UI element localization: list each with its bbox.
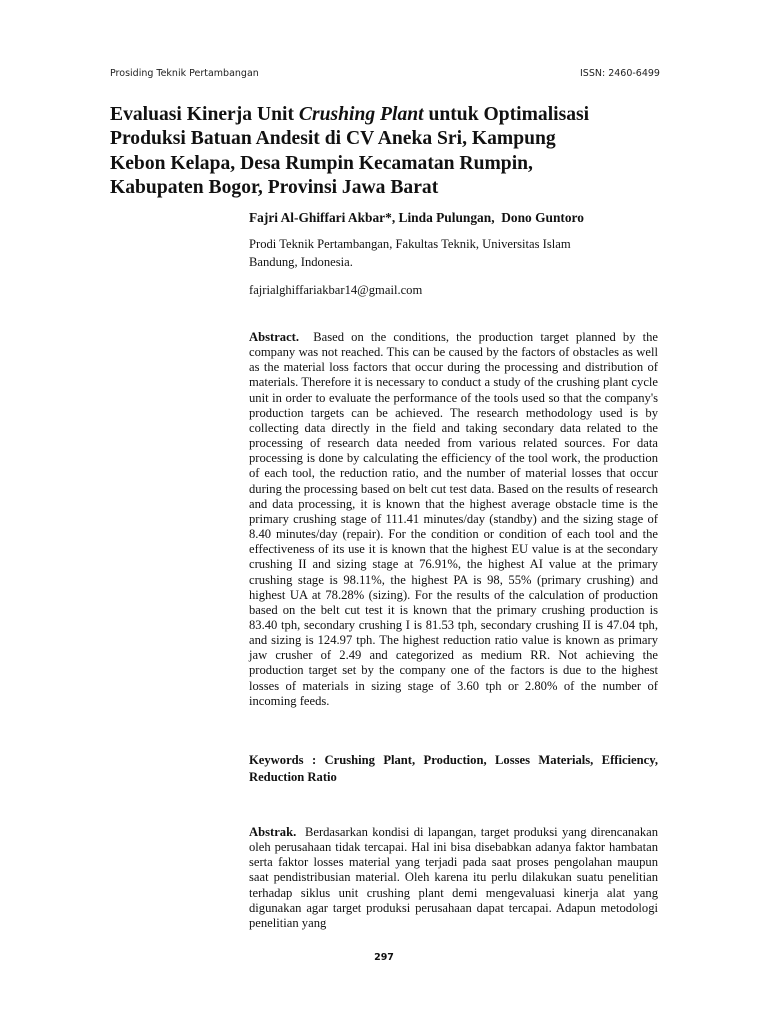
authors: Fajri Al-Ghiffari Akbar*, Linda Pulungan, Dono Guntoro — [249, 210, 584, 225]
affiliation-line-2: Bandung, Indonesia. — [249, 255, 353, 269]
abstract-label: Abstract. — [249, 330, 300, 344]
issn: ISSN: 2460-6499 — [580, 68, 660, 79]
paper-title — [110, 103, 670, 201]
page-number: 297 — [374, 952, 394, 963]
title-line-3: Kebon Kelapa, Desa Rumpin Kecamatan Rumpin, — [110, 152, 533, 174]
title-line-1 — [110, 103, 670, 127]
author-email: fajrialghiffariakbar14@gmail.com — [249, 283, 423, 297]
affiliation-line-1: Prodi Teknik Pertambangan, Fakultas Teknik, Universitas Islam — [249, 237, 571, 251]
abstract-indonesian — [249, 825, 658, 931]
keywords: Keywords : Crushing Plant, Production, Losses Materials, Efficiency, Reduction Ratio — [249, 753, 658, 784]
title-line-4: Kabupaten Bogor, Provinsi Jawa Barat — [110, 177, 439, 199]
abstract-text: Based on the conditions, the production target planned by the company was not reached. This can be caused by the factors of obstacles as well as the material loss factors that occur during the processing and distribution of materials. Therefore it is necessary to conduct a study of the crushing plant cycle unit in order to evaluate the performance of the tools used so that the company's production targets can be achieved. The research methodology used is by collecting data directly in the field and taking secondary data related to the processing of research data needed from various related sources. For data processing is done by calculating the efficiency of the tool work, the production of each tool, the reduction ratio, and the number of material losses that occur during the processing based on belt cut test data. Based on the results of research and data processing, it is known that the highest average obstacle time is the primary crushing stage of 111.41 minutes/day (standby) and the sizing stage of 8.40 minutes/day (repair). For the condition or condition of each tool and the effectiveness of its use it is known that the highest EU value is at the secondary crushing II and sizing stage at 76.91%, the highest AI value at the primary crushing stage is 98.11%, the highest PA is 98, 55% (primary crushing) and highest UA at 78.28% (sizing). For the results of the calculation of production based on the belt cut test it is known that the primary crushing production is 83.40 tph, secondary crushing I is 81.53 tph, secondary crushing II is 47.04 tph, and sizing is 124.97 tph. The highest reduction ratio value is known as primary jaw crusher of 2.49 and categorized as medium RR. Not achieving the production target set by the company one of the factors is due to the highest losses of materials in sizing stage of 3.60 tph or 2.80% of the number of incoming feeds. — [249, 330, 658, 708]
title-line-1-start: Evaluasi Kinerja Unit — [110, 104, 299, 125]
title-line-1-end: untuk Optimalisasi — [423, 104, 590, 125]
abstract-english — [249, 330, 658, 709]
journal-name: Prosiding Teknik Pertambangan — [110, 68, 259, 79]
title-italic-term: Crushing Plant — [298, 104, 424, 125]
affiliation — [249, 235, 669, 271]
title-line-2: Produksi Batuan Andesit di CV Aneka Sri, Kampung — [110, 128, 556, 150]
abstrak-text: Berdasarkan kondisi di lapangan, target produksi yang direncanakan oleh perusahaan tidak tercapai. Hal ini bisa disebabkan adanya faktor hambatan serta faktor losses material yang terjadi pada saat proses pengolahan maupun saat pendistribusian material. Oleh karena itu perlu dilakukan suatu penelitian terhadap siklus unit crushing plant demi mengevaluasi kinerja alat yang digunakan agar target produksi perusahaan dapat tercapai. Adapun metodologi penelitian yang — [249, 825, 658, 930]
abstrak-label: Abstrak. — [249, 825, 297, 839]
